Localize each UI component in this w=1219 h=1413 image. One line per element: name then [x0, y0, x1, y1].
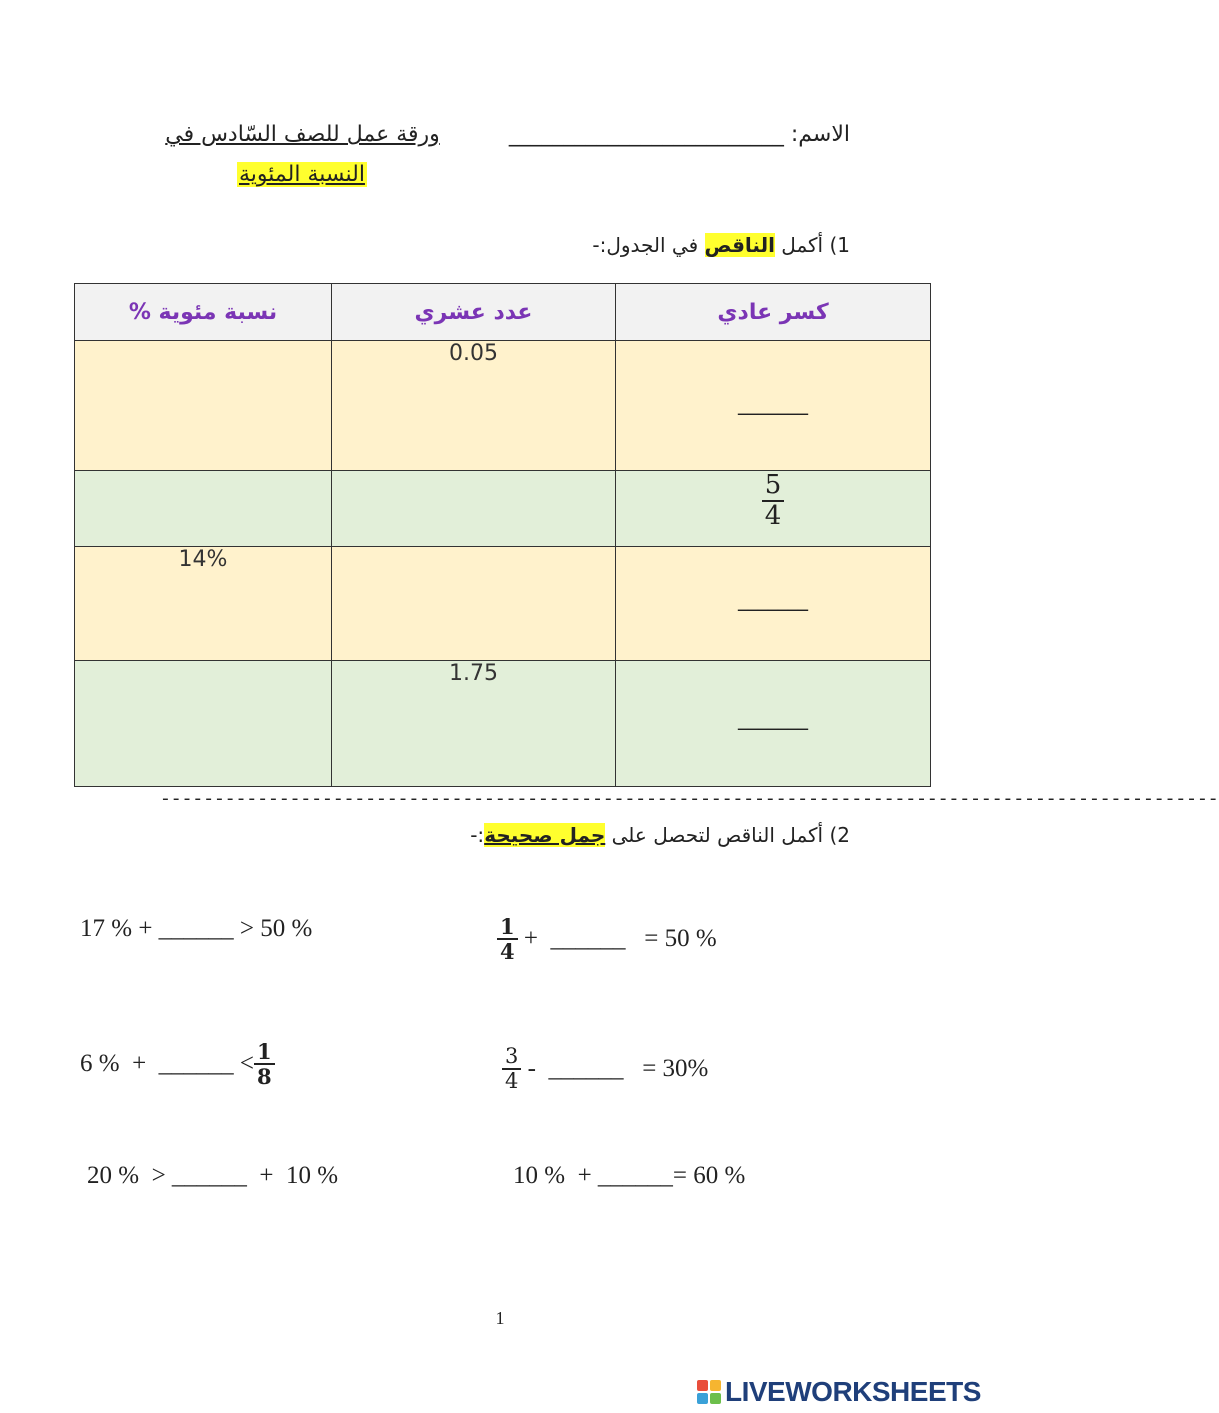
equation-6[interactable]: 10 % + ______= 60 % [513, 1162, 746, 1189]
fraction-one-quarter: $\frac{1}{4}$ [497, 915, 518, 963]
equation-3[interactable] [80, 1040, 275, 1088]
fraction-blank[interactable]: _______ [738, 391, 808, 415]
header-fraction: كسر عادي [616, 284, 931, 341]
question-1-suffix: في الجدول:- [592, 233, 705, 257]
fraction-cell[interactable] [616, 341, 931, 471]
equation-4[interactable] [502, 1045, 708, 1093]
liveworksheets-logo-icon [697, 1380, 721, 1404]
worksheet-subtitle: النسبة المئوية [239, 162, 365, 187]
percent-cell[interactable] [75, 341, 332, 471]
fraction-blank[interactable]: _______ [738, 706, 808, 730]
percent-cell: 14% [75, 547, 332, 661]
equation-5[interactable]: 20 % > ______ + 10 % [87, 1162, 339, 1189]
worksheet-title: ورقة عمل للصف السّادس في [165, 122, 440, 147]
page-number: 1 [495, 1308, 505, 1328]
equation-3-left: 6 % + ______ < [80, 1050, 255, 1078]
decimal-cell: 0.05 [332, 341, 616, 471]
percent-cell[interactable] [75, 471, 332, 547]
fraction-cell[interactable] [616, 547, 931, 661]
percent-cell[interactable] [75, 661, 332, 787]
fraction-blank[interactable]: _______ [738, 587, 808, 611]
name-field-label: الاسم: _________________________ [508, 122, 850, 147]
fraction-five-quarters: $\frac{5}{4}$ [762, 471, 785, 530]
equation-2-rest: + ______ = 50 % [517, 925, 717, 953]
fraction-three-quarters: $\frac{3}{4}$ [502, 1045, 521, 1093]
fraction-one-eighth: $\frac{1}{8}$ [254, 1040, 275, 1088]
table-row [75, 547, 931, 661]
header-decimal: عدد عشري [332, 284, 616, 341]
conversion-table [74, 283, 931, 787]
question-1-instruction [560, 233, 850, 257]
question-2-prefix: 2) أكمل الناقص لتحصل على [605, 823, 850, 847]
fraction-cell [616, 471, 931, 547]
equation-2[interactable] [497, 915, 717, 963]
question-2-instruction [440, 823, 850, 847]
equation-1[interactable]: 17 % + ______ > 50 % [80, 915, 313, 942]
question-2-highlight: جمل صحيحة [484, 823, 606, 847]
header-percent: نسبة مئوية % [75, 284, 332, 341]
table-row [75, 341, 931, 471]
liveworksheets-logo [697, 1376, 981, 1408]
decimal-cell: 1.75 [332, 661, 616, 787]
table-row [75, 471, 931, 547]
question-2-suffix: :- [470, 823, 485, 847]
decimal-cell[interactable] [332, 471, 616, 547]
table-row [75, 661, 931, 787]
section-divider: -------------------------------------------------------------------------------------------------- [160, 790, 1219, 810]
question-1-prefix: 1) أكمل [774, 233, 850, 257]
decimal-cell[interactable] [332, 547, 616, 661]
equation-4-rest: - ______ = 30% [521, 1055, 709, 1083]
question-1-highlight: الناقص [704, 233, 775, 257]
fraction-cell[interactable] [616, 661, 931, 787]
logo-text: LIVEWORKSHEETS [725, 1376, 981, 1407]
